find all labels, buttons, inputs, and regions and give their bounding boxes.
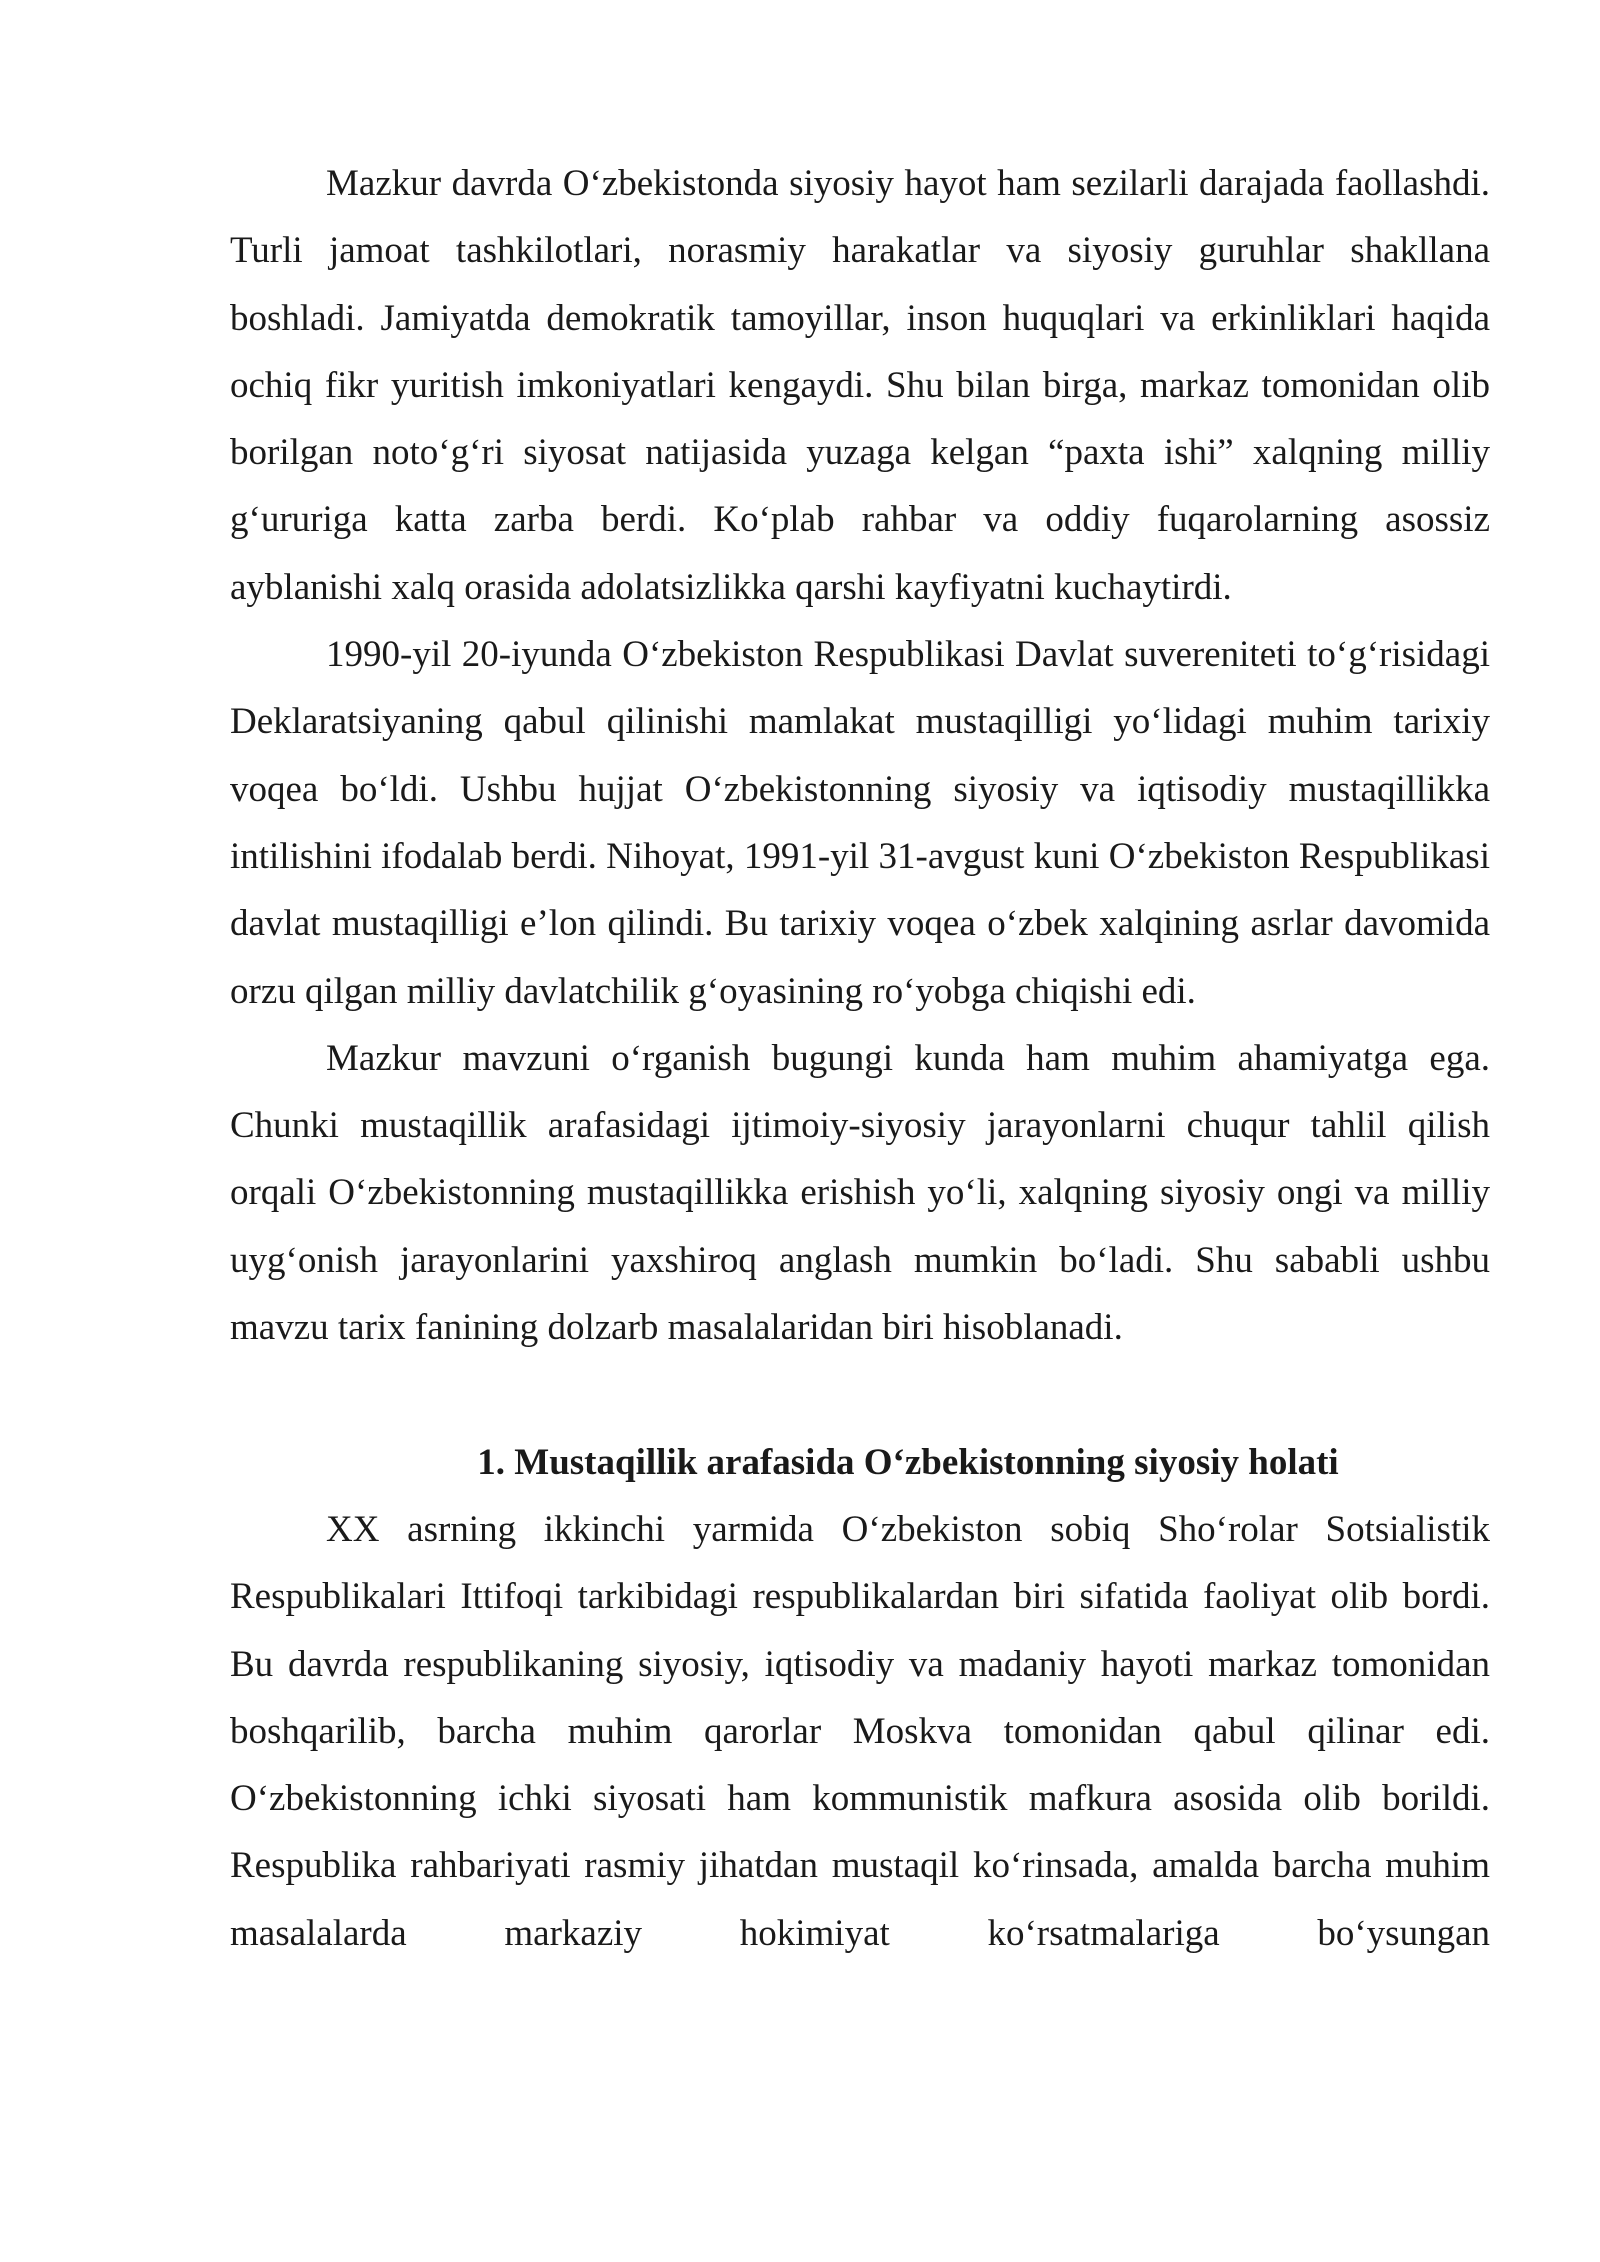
paragraph-sovereignty-declaration: 1990-yil 20-iyunda O‘zbekiston Respublikasi Davlat suvereniteti to‘g‘risidagi Deklaratsiyaning qabul qilinishi mamlakat mustaqilligi yo‘lidagi muhim tarixiy voqea bo‘ldi. Ushbu hujjat O‘zbekistonning siyosiy va iqtisodiy mustaqillikka intilishini ifodalab berdi. Nihoyat, 1991-yil 31-avgust kuni O‘zbekiston Respublikasi davlat mustaqilligi e’lon qilindi. Bu tarixiy voqea o‘zbek xalqining asrlar davomida orzu qilgan milliy davlatchilik g‘oyasining ro‘yobga chiqishi edi. — [230, 634, 1490, 1012]
paragraph-topic-relevance: Mazkur mavzuni o‘rganish bugungi kunda ham muhim ahamiyatga ega. Chunki mustaqillik arafasidagi ijtimoiy-siyosiy jarayonlarni chuqur tahlil qilish orqali O‘zbekistonning mustaqillikka erishish yo‘li, xalqning siyosiy ongi va milliy uyg‘onish jarayonlarini yaxshiroq anglash mumkin bo‘ladi. Shu sababli ushbu mavzu tarix fanining dolzarb masalalaridan biri hisoblanadi. — [230, 1037, 1490, 1349]
section-spacer — [230, 1361, 1490, 1428]
page-content — [230, 150, 1490, 1967]
paragraph-section-intro: XX asrning ikkinchi yarmida O‘zbekiston sobiq Sho‘rolar Sotsialistik Respublikalari Ittifoqi tarkibidagi respublikalardan biri sifatida faoliyat olib bordi. Bu davrda respublikaning siyosiy, iqtisodiy va madaniy hayoti markaz tomonidan boshqarilib, barcha muhim qarorlar Moskva tomonidan qabul qilinar edi. O‘zbekistonning ichki siyosati ham kommunistik mafkura asosida olib borildi. Respublika rahbariyati rasmiy jihatdan mustaqil ko‘rinsada, amalda barcha muhim masalalarda markaziy hokimiyat ko‘rsatmalariga bo‘ysungan — [230, 1508, 1490, 1954]
paragraph-political-life: Mazkur davrda O‘zbekistonda siyosiy hayot ham sezilarli darajada faollashdi. Turli jamoat tashkilotlari, norasmiy harakatlar va siyosiy guruhlar shakllana boshladi. Jamiyatda demokratik tamoyillar, inson huquqlari va erkinliklari haqida ochiq fikr yuritish imkoniyatlari kengaydi. Shu bilan birga, markaz tomonidan olib borilgan noto‘g‘ri siyosat natijasida yuzaga kelgan “paxta ishi” xalqning milliy g‘ururiga katta zarba berdi. Ko‘plab rahbar va oddiy fuqarolarning asossiz ayblanishi xalq orasida adolatsizlikka qarshi kayfiyatni kuchaytirdi. — [230, 163, 1490, 608]
section-heading: 1. Mustaqillik arafasida O‘zbekistonning siyosiy holati — [477, 1441, 1339, 1483]
